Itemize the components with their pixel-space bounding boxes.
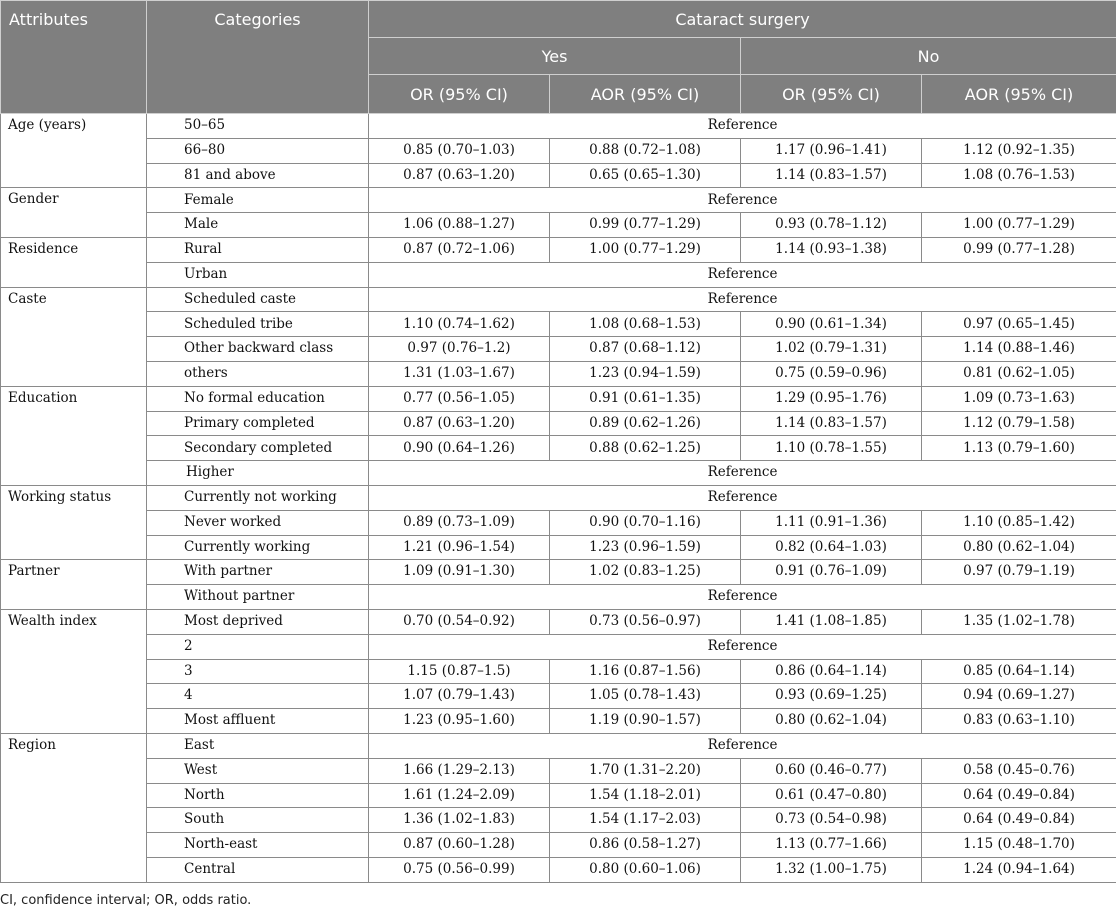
table-row <box>1 808 1116 833</box>
yes-aor-cell: 1.23 (0.96–1.59) <box>550 535 741 560</box>
no-or-cell: 1.11 (0.91–1.36) <box>741 510 922 535</box>
table-row <box>1 436 1116 461</box>
yes-aor-cell: 0.88 (0.72–1.08) <box>550 138 741 163</box>
yes-or-cell: 0.87 (0.63–1.20) <box>369 163 550 188</box>
yes-or-cell: 1.07 (0.79–1.43) <box>369 684 550 709</box>
attribute-cell: Region <box>1 733 147 882</box>
yes-aor-cell: 0.91 (0.61–1.35) <box>550 386 741 411</box>
attribute-cell: Gender <box>1 188 147 238</box>
category-cell: 4 <box>147 684 369 709</box>
no-aor-cell: 0.80 (0.62–1.04) <box>922 535 1116 560</box>
yes-or-cell: 1.10 (0.74–1.62) <box>369 312 550 337</box>
no-or-cell: 1.14 (0.83–1.57) <box>741 163 922 188</box>
no-aor-cell: 1.15 (0.48–1.70) <box>922 833 1116 858</box>
category-cell: East <box>147 733 369 758</box>
category-cell: Central <box>147 857 369 882</box>
category-cell: Rural <box>147 237 369 262</box>
table-row <box>1 609 1116 634</box>
category-cell: Male <box>147 213 369 238</box>
no-aor-cell: 0.64 (0.49–0.84) <box>922 808 1116 833</box>
no-aor-cell: 1.24 (0.94–1.64) <box>922 857 1116 882</box>
no-or-cell: 0.93 (0.69–1.25) <box>741 684 922 709</box>
reference-cell: Reference <box>369 114 1116 139</box>
no-aor-cell: 1.35 (1.02–1.78) <box>922 609 1116 634</box>
yes-aor-cell: 0.89 (0.62–1.26) <box>550 411 741 436</box>
yes-or-cell: 0.97 (0.76–1.2) <box>369 337 550 362</box>
table-header <box>1 1 1116 114</box>
yes-aor-cell: 1.70 (1.31–2.20) <box>550 758 741 783</box>
yes-aor-cell: 0.86 (0.58–1.27) <box>550 833 741 858</box>
category-cell: Scheduled caste <box>147 287 369 312</box>
yes-or-cell: 0.77 (0.56–1.05) <box>369 386 550 411</box>
no-or-cell: 1.41 (1.08–1.85) <box>741 609 922 634</box>
category-cell: 81 and above <box>147 163 369 188</box>
category-cell: Currently working <box>147 535 369 560</box>
table-row <box>1 510 1116 535</box>
no-aor-cell: 0.97 (0.79–1.19) <box>922 560 1116 585</box>
no-or-cell: 1.02 (0.79–1.31) <box>741 337 922 362</box>
table-row <box>1 485 1116 510</box>
category-cell: No formal education <box>147 386 369 411</box>
category-cell: Most deprived <box>147 609 369 634</box>
reference-cell: Reference <box>369 733 1116 758</box>
no-or-cell: 0.91 (0.76–1.09) <box>741 560 922 585</box>
yes-or-cell: 1.23 (0.95–1.60) <box>369 709 550 734</box>
no-aor-cell: 0.58 (0.45–0.76) <box>922 758 1116 783</box>
reference-cell: Reference <box>369 634 1116 659</box>
table-row <box>1 758 1116 783</box>
category-cell: North <box>147 783 369 808</box>
no-or-cell: 0.86 (0.64–1.14) <box>741 659 922 684</box>
category-cell: West <box>147 758 369 783</box>
no-or-cell: 0.60 (0.46–0.77) <box>741 758 922 783</box>
reference-cell: Reference <box>369 262 1116 287</box>
yes-aor-cell: 1.08 (0.68–1.53) <box>550 312 741 337</box>
category-cell: Higher <box>147 461 369 486</box>
table-row <box>1 213 1116 238</box>
category-cell: South <box>147 808 369 833</box>
category-cell: Scheduled tribe <box>147 312 369 337</box>
no-or-cell: 0.73 (0.54–0.98) <box>741 808 922 833</box>
yes-or-cell: 0.70 (0.54–0.92) <box>369 609 550 634</box>
no-or-cell: 1.17 (0.96–1.41) <box>741 138 922 163</box>
no-or-cell: 1.14 (0.93–1.38) <box>741 237 922 262</box>
yes-aor-cell: 0.80 (0.60–1.06) <box>550 857 741 882</box>
attribute-cell: Partner <box>1 560 147 610</box>
table-row <box>1 188 1116 213</box>
reference-cell: Reference <box>369 485 1116 510</box>
reference-cell: Reference <box>369 287 1116 312</box>
no-or-cell: 1.14 (0.83–1.57) <box>741 411 922 436</box>
table-row <box>1 461 1116 486</box>
no-aor-cell: 1.12 (0.92–1.35) <box>922 138 1116 163</box>
table-row <box>1 684 1116 709</box>
yes-or-cell: 1.61 (1.24–2.09) <box>369 783 550 808</box>
yes-aor-cell: 0.88 (0.62–1.25) <box>550 436 741 461</box>
header-no-aor: AOR (95% CI) <box>922 75 1116 114</box>
header-attributes: Attributes <box>1 1 147 114</box>
table-row <box>1 361 1116 386</box>
yes-aor-cell: 0.99 (0.77–1.29) <box>550 213 741 238</box>
yes-aor-cell: 0.90 (0.70–1.16) <box>550 510 741 535</box>
no-or-cell: 1.32 (1.00–1.75) <box>741 857 922 882</box>
yes-or-cell: 1.36 (1.02–1.83) <box>369 808 550 833</box>
table-row <box>1 287 1116 312</box>
table-row <box>1 262 1116 287</box>
reference-cell: Reference <box>369 188 1116 213</box>
yes-or-cell: 1.06 (0.88–1.27) <box>369 213 550 238</box>
table-row <box>1 535 1116 560</box>
yes-aor-cell: 1.05 (0.78–1.43) <box>550 684 741 709</box>
category-cell: With partner <box>147 560 369 585</box>
yes-aor-cell: 1.54 (1.17–2.03) <box>550 808 741 833</box>
header-yes: Yes <box>369 38 741 75</box>
yes-or-cell: 0.87 (0.63–1.20) <box>369 411 550 436</box>
no-aor-cell: 0.97 (0.65–1.45) <box>922 312 1116 337</box>
yes-or-cell: 0.89 (0.73–1.09) <box>369 510 550 535</box>
yes-aor-cell: 0.87 (0.68–1.12) <box>550 337 741 362</box>
category-cell: Urban <box>147 262 369 287</box>
header-cataract-surgery: Cataract surgery <box>369 1 1116 38</box>
yes-aor-cell: 1.23 (0.94–1.59) <box>550 361 741 386</box>
category-cell: Never worked <box>147 510 369 535</box>
yes-or-cell: 0.85 (0.70–1.03) <box>369 138 550 163</box>
category-cell: 66–80 <box>147 138 369 163</box>
no-aor-cell: 1.10 (0.85–1.42) <box>922 510 1116 535</box>
category-cell: Primary completed <box>147 411 369 436</box>
no-or-cell: 0.61 (0.47–0.80) <box>741 783 922 808</box>
category-cell: North-east <box>147 833 369 858</box>
yes-aor-cell: 1.02 (0.83–1.25) <box>550 560 741 585</box>
yes-or-cell: 0.90 (0.64–1.26) <box>369 436 550 461</box>
no-or-cell: 0.90 (0.61–1.34) <box>741 312 922 337</box>
table-row <box>1 585 1116 610</box>
no-or-cell: 0.93 (0.78–1.12) <box>741 213 922 238</box>
category-cell: Female <box>147 188 369 213</box>
yes-aor-cell: 0.65 (0.65–1.30) <box>550 163 741 188</box>
attribute-cell: Working status <box>1 485 147 559</box>
table-row <box>1 138 1116 163</box>
yes-aor-cell: 0.73 (0.56–0.97) <box>550 609 741 634</box>
attribute-cell: Caste <box>1 287 147 386</box>
table-row <box>1 659 1116 684</box>
yes-aor-cell: 1.16 (0.87–1.56) <box>550 659 741 684</box>
category-cell: 50–65 <box>147 114 369 139</box>
category-cell: 2 <box>147 634 369 659</box>
attribute-cell: Residence <box>1 237 147 287</box>
no-aor-cell: 1.00 (0.77–1.29) <box>922 213 1116 238</box>
no-aor-cell: 0.85 (0.64–1.14) <box>922 659 1116 684</box>
table-row <box>1 237 1116 262</box>
header-yes-or: OR (95% CI) <box>369 75 550 114</box>
no-aor-cell: 1.13 (0.79–1.60) <box>922 436 1116 461</box>
yes-or-cell: 1.09 (0.91–1.30) <box>369 560 550 585</box>
yes-aor-cell: 1.00 (0.77–1.29) <box>550 237 741 262</box>
no-or-cell: 0.80 (0.62–1.04) <box>741 709 922 734</box>
no-aor-cell: 1.14 (0.88–1.46) <box>922 337 1116 362</box>
table-row <box>1 560 1116 585</box>
category-cell: Most affluent <box>147 709 369 734</box>
yes-or-cell: 1.66 (1.29–2.13) <box>369 758 550 783</box>
table-row <box>1 833 1116 858</box>
no-or-cell: 0.75 (0.59–0.96) <box>741 361 922 386</box>
yes-aor-cell: 1.19 (0.90–1.57) <box>550 709 741 734</box>
attribute-cell: Age (years) <box>1 114 147 188</box>
yes-or-cell: 0.75 (0.56–0.99) <box>369 857 550 882</box>
table-row <box>1 733 1116 758</box>
category-cell: Without partner <box>147 585 369 610</box>
yes-or-cell: 0.87 (0.60–1.28) <box>369 833 550 858</box>
table-row <box>1 634 1116 659</box>
header-categories: Categories <box>147 1 369 114</box>
yes-or-cell: 1.31 (1.03–1.67) <box>369 361 550 386</box>
header-no: No <box>741 38 1116 75</box>
header-yes-aor: AOR (95% CI) <box>550 75 741 114</box>
category-cell: 3 <box>147 659 369 684</box>
table-body <box>1 114 1116 883</box>
attribute-cell: Education <box>1 386 147 485</box>
no-aor-cell: 1.09 (0.73–1.63) <box>922 386 1116 411</box>
table-row <box>1 386 1116 411</box>
no-aor-cell: 1.08 (0.76–1.53) <box>922 163 1116 188</box>
yes-or-cell: 1.15 (0.87–1.5) <box>369 659 550 684</box>
category-cell: Currently not working <box>147 485 369 510</box>
table-footnote: CI, confidence interval; OR, odds ratio. <box>0 893 252 908</box>
attribute-cell: Wealth index <box>1 609 147 733</box>
category-cell: Secondary completed <box>147 436 369 461</box>
header-no-or: OR (95% CI) <box>741 75 922 114</box>
table-row <box>1 163 1116 188</box>
table-row <box>1 411 1116 436</box>
category-cell: Other backward class <box>147 337 369 362</box>
table-row <box>1 783 1116 808</box>
no-or-cell: 1.13 (0.77–1.66) <box>741 833 922 858</box>
no-or-cell: 1.10 (0.78–1.55) <box>741 436 922 461</box>
table-row <box>1 709 1116 734</box>
no-aor-cell: 0.83 (0.63–1.10) <box>922 709 1116 734</box>
table-row <box>1 312 1116 337</box>
no-aor-cell: 0.81 (0.62–1.05) <box>922 361 1116 386</box>
yes-or-cell: 0.87 (0.72–1.06) <box>369 237 550 262</box>
no-aor-cell: 1.12 (0.79–1.58) <box>922 411 1116 436</box>
table-row <box>1 857 1116 882</box>
no-aor-cell: 0.94 (0.69–1.27) <box>922 684 1116 709</box>
no-or-cell: 0.82 (0.64–1.03) <box>741 535 922 560</box>
category-cell: others <box>147 361 369 386</box>
no-aor-cell: 0.99 (0.77–1.28) <box>922 237 1116 262</box>
table-row <box>1 114 1116 139</box>
reference-cell: Reference <box>369 585 1116 610</box>
reference-cell: Reference <box>369 461 1116 486</box>
yes-aor-cell: 1.54 (1.18–2.01) <box>550 783 741 808</box>
no-aor-cell: 0.64 (0.49–0.84) <box>922 783 1116 808</box>
table-row <box>1 337 1116 362</box>
no-or-cell: 1.29 (0.95–1.76) <box>741 386 922 411</box>
yes-or-cell: 1.21 (0.96–1.54) <box>369 535 550 560</box>
